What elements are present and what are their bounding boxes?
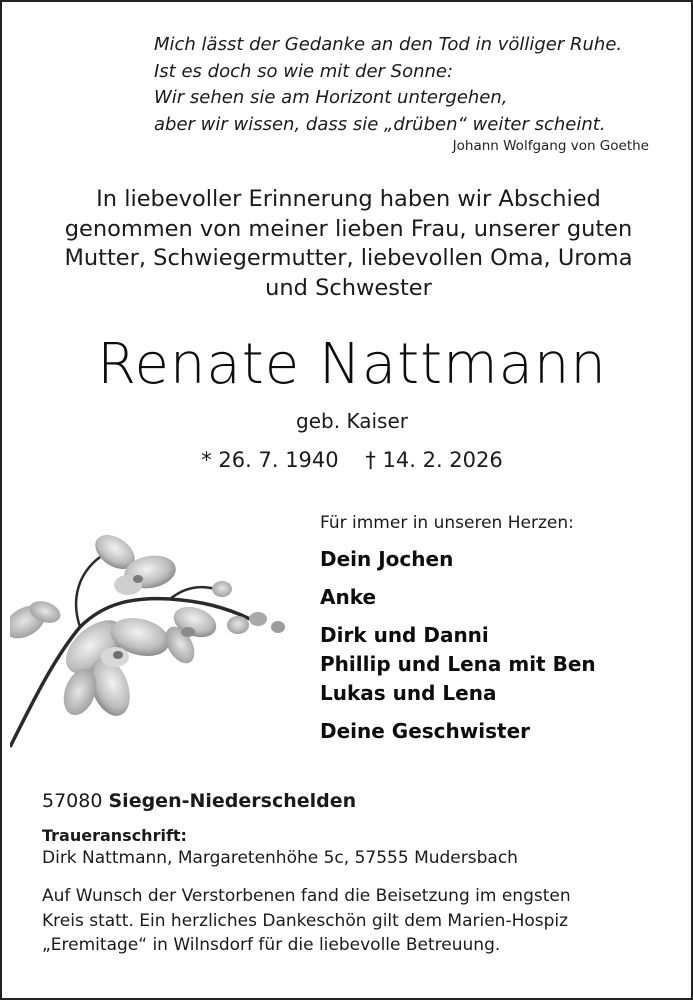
deceased-name: Renate Nattmann (97, 332, 607, 397)
family-member: Dirk und Danni (320, 623, 489, 647)
intro-line: Mutter, Schwiegermutter, liebevollen Oma, Uroma (64, 245, 633, 271)
goethe-quote (154, 32, 674, 138)
postal-code: 57080 (42, 790, 103, 812)
family-member: Deine Geschwister (320, 719, 530, 743)
family-list (320, 513, 680, 746)
intro-line: genommen von meiner lieben Frau, unserer guten (64, 215, 633, 242)
footer (42, 790, 672, 958)
intro-line: In liebevoller Erinnerung haben wir Abschied (96, 186, 601, 212)
intro-line: und Schwester (265, 274, 432, 301)
trauer-label: Traueranschrift: (42, 826, 187, 845)
life-dates: * 26. 7. 1940 † 14. 2. 2026 (201, 448, 503, 472)
place-name: Siegen-Niederschelden (108, 790, 357, 812)
family-member: Dein Jochen (320, 547, 454, 571)
family-intro: Für immer in unseren Herzen: (320, 513, 574, 533)
family-member: Anke (320, 585, 377, 609)
orchid-icon (10, 527, 295, 757)
quote-line: Wir sehen sie am Horizont untergehen, (154, 87, 508, 108)
place-line (42, 790, 672, 812)
note-line: „Eremitage“ in Wilnsdorf für die liebevolle Betreuung. (42, 935, 501, 955)
family-member: Lukas und Lena (320, 681, 497, 705)
family-member: Phillip und Lena mit Ben (320, 652, 596, 676)
quote-line: Ist es doch so wie mit der Sonne: (154, 60, 454, 82)
note-line: Kreis statt. Ein herzliches Dankeschön gilt dem Marien-Hospiz (42, 910, 569, 931)
note-line: Auf Wunsch der Verstorbenen fand die Beisetzung im engsten (42, 886, 571, 906)
burial-note (42, 884, 672, 958)
quote-line: aber wir wissen, dass sie „drüben“ weiter scheint. (154, 113, 606, 135)
trauer-address: Dirk Nattmann, Margaretenhöhe 5c, 57555 Mudersbach (42, 848, 518, 868)
birth-name: geb. Kaiser (296, 409, 408, 433)
quote-line: Mich lässt der Gedanke an den Tod in völliger Ruhe. (154, 34, 623, 55)
quote-author: Johann Wolfgang von Goethe (452, 138, 649, 154)
memorial-intro (2, 185, 693, 303)
